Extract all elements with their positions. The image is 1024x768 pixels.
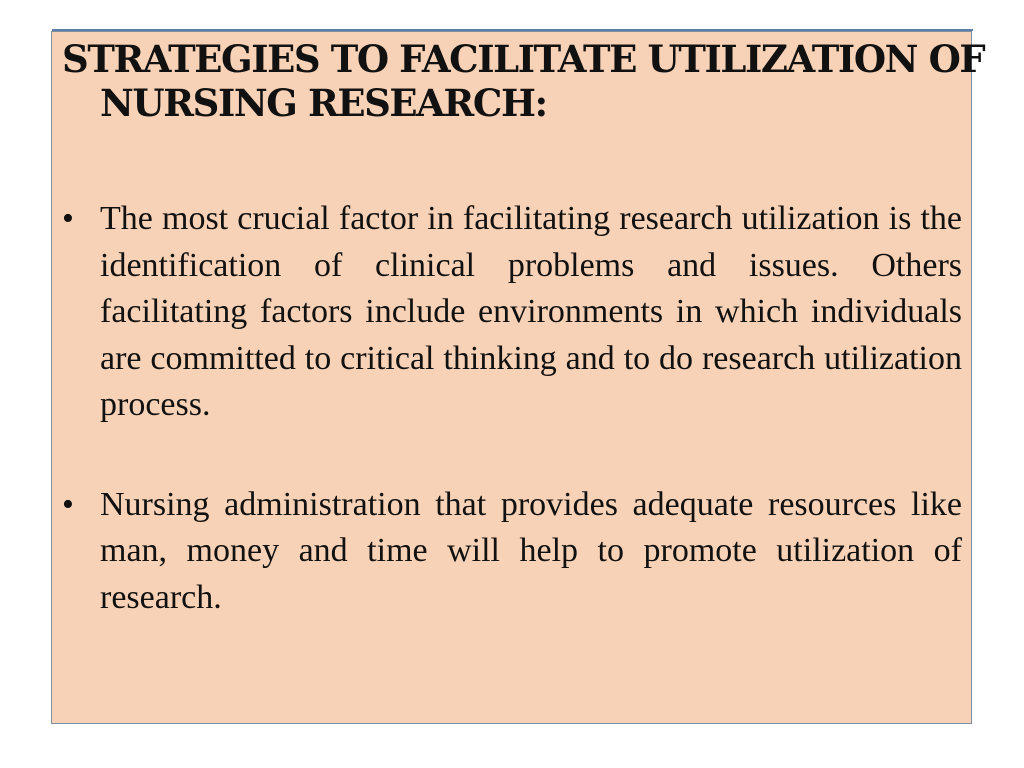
bullet-item bbox=[62, 196, 962, 429]
slide-title: STRATEGIES TO FACILITATE UTILIZATION OF NURSING RESEARCH: bbox=[62, 37, 985, 125]
bullet-icon: • bbox=[62, 485, 74, 523]
bullet-list bbox=[62, 196, 962, 621]
bullet-text: Nursing administration that provides adequate resources like man, money and time will help to promote utilization of research. bbox=[100, 485, 962, 616]
bullet-text: The most crucial factor in facilitating research utilization is the identification of clinical problems and issues. Others facilitating factors include environments in which individuals are committed to critical thinking and to do research utilization process. bbox=[100, 200, 962, 423]
bullet-icon: • bbox=[62, 200, 74, 237]
bullet-item bbox=[62, 482, 962, 622]
